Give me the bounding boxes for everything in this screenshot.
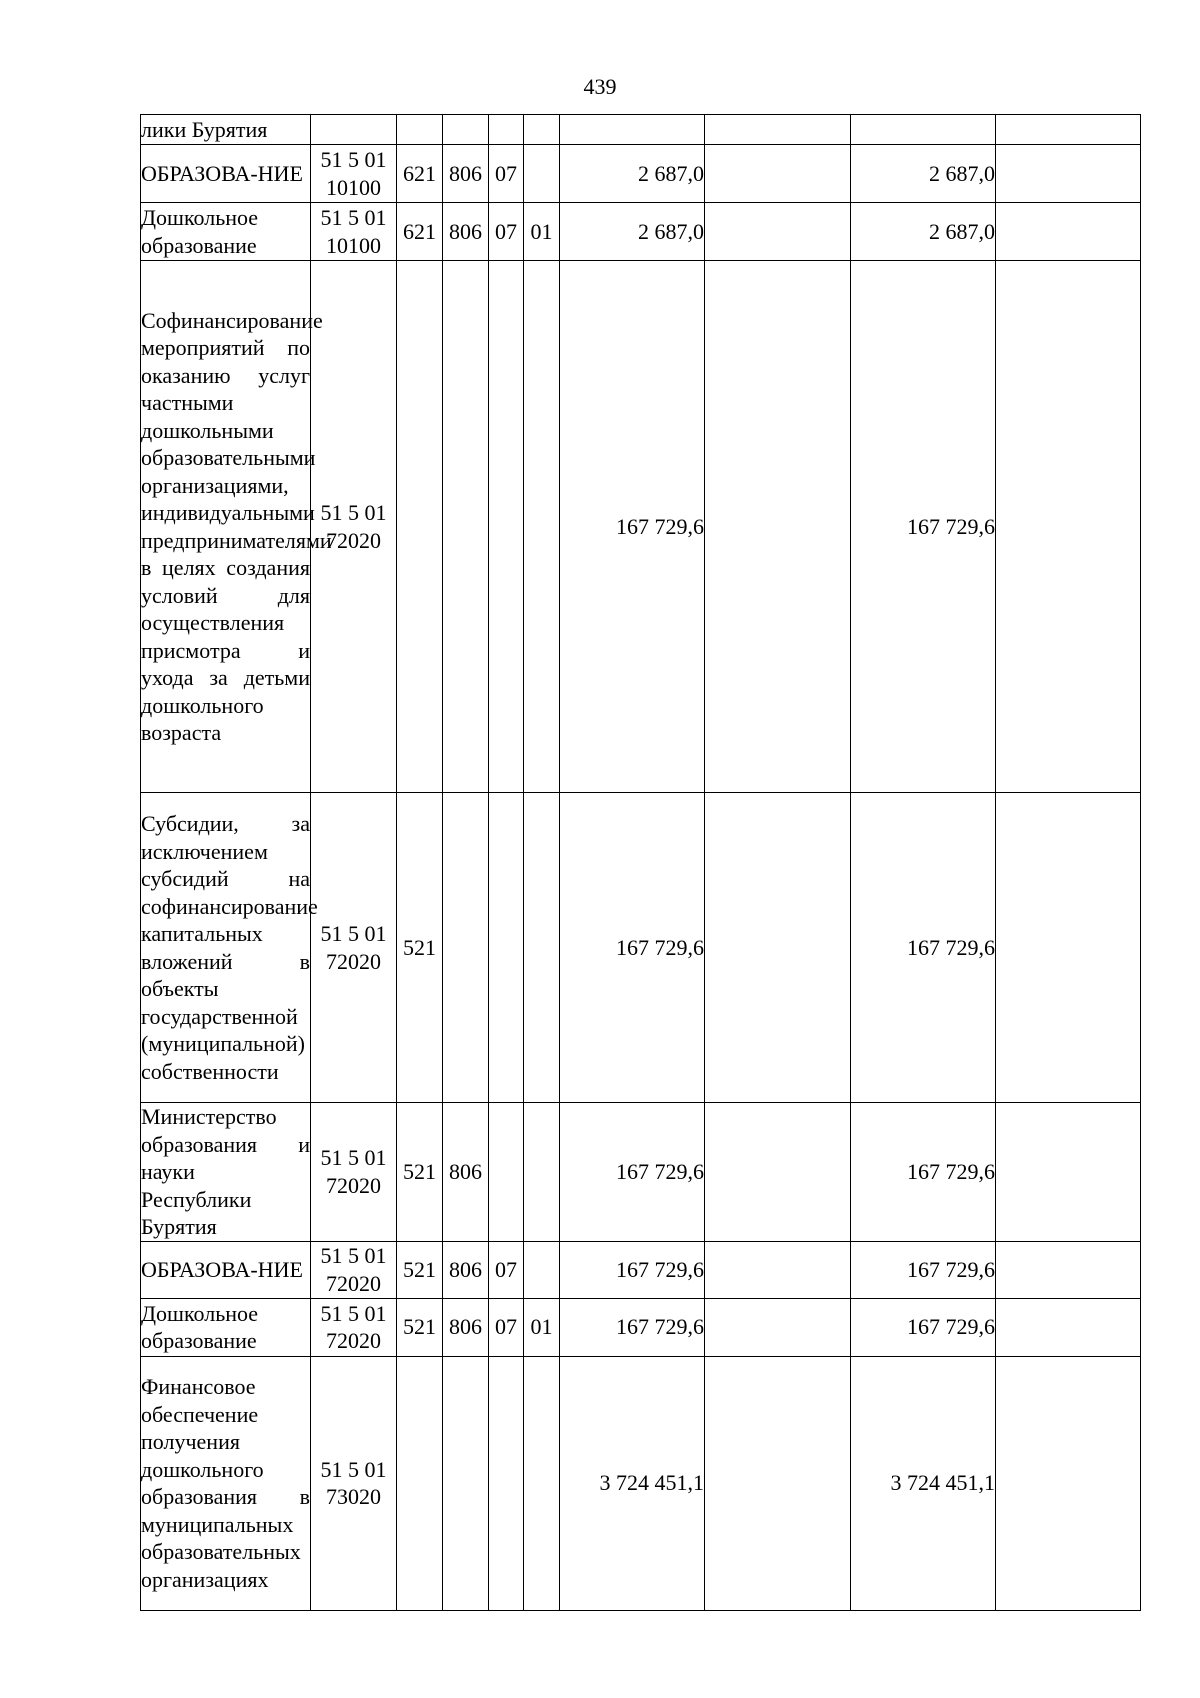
grbs-code — [443, 261, 489, 793]
amount-cell: 2 687,0 — [851, 203, 996, 261]
subsection-code — [524, 1103, 560, 1242]
row-name: Дошкольное образование — [141, 203, 311, 261]
row-name: ОБРАЗОВА-НИЕ — [141, 145, 311, 203]
expense-type-code — [397, 261, 443, 793]
amount-cell — [705, 1103, 851, 1242]
row-name: Субсидии, за исключением субсидий на софинансирование капитальных вложений в объекты государственной (муниципальной) собственности — [141, 793, 311, 1103]
amount-cell — [705, 1241, 851, 1298]
row-name: Дошкольное образование — [141, 1298, 311, 1356]
section-code — [489, 1356, 524, 1610]
section-code — [489, 793, 524, 1103]
subsection-code — [524, 261, 560, 793]
table-row — [141, 793, 1141, 1103]
table-row — [141, 145, 1141, 203]
grbs-code: 806 — [443, 203, 489, 261]
row-name: Финансовое обеспечение получения дошкольного образования в муниципальных образовательных организациях — [141, 1356, 311, 1610]
row-name: ОБРАЗОВА-НИЕ — [141, 1241, 311, 1298]
table-row — [141, 203, 1141, 261]
section-code — [489, 115, 524, 145]
grbs-code: 806 — [443, 1103, 489, 1242]
table-row — [141, 1241, 1141, 1298]
amount-cell: 3 724 451,1 — [851, 1356, 996, 1610]
row-name: Софинансирование мероприятий по оказанию услуг частными дошкольными образовательными организациями, индивидуальными предпринимателями в целях создания условий для осуществления присмотра и ухода за детьми дошкольного возраста — [141, 261, 311, 793]
section-code — [489, 261, 524, 793]
section-code: 07 — [489, 145, 524, 203]
table-row — [141, 115, 1141, 145]
amount-cell — [996, 145, 1141, 203]
amount-cell: 3 724 451,1 — [560, 1356, 705, 1610]
subsection-code — [524, 1356, 560, 1610]
expense-type-code: 521 — [397, 1103, 443, 1242]
target-article-code: 51 5 01 72020 — [311, 793, 397, 1103]
target-article-code: 51 5 01 72020 — [311, 261, 397, 793]
amount-cell: 167 729,6 — [851, 1103, 996, 1242]
amount-cell — [705, 203, 851, 261]
expense-type-code: 521 — [397, 793, 443, 1103]
amount-cell — [705, 115, 851, 145]
subsection-code — [524, 145, 560, 203]
table-row — [141, 1356, 1141, 1610]
budget-table — [140, 114, 1141, 1611]
subsection-code: 01 — [524, 203, 560, 261]
amount-cell — [996, 1241, 1141, 1298]
page-number: 439 — [583, 74, 617, 99]
subsection-code: 01 — [524, 1298, 560, 1356]
section-code: 07 — [489, 1241, 524, 1298]
target-article-code — [311, 115, 397, 145]
amount-cell: 167 729,6 — [851, 1298, 996, 1356]
expense-type-code — [397, 1356, 443, 1610]
amount-cell — [705, 793, 851, 1103]
amount-cell — [996, 1103, 1141, 1242]
amount-cell — [996, 1356, 1141, 1610]
amount-cell: 167 729,6 — [851, 1241, 996, 1298]
expense-type-code: 621 — [397, 145, 443, 203]
amount-cell: 167 729,6 — [851, 793, 996, 1103]
target-article-code: 51 5 01 10100 — [311, 203, 397, 261]
section-code: 07 — [489, 203, 524, 261]
section-code: 07 — [489, 1298, 524, 1356]
expense-type-code — [397, 115, 443, 145]
amount-cell — [705, 145, 851, 203]
amount-cell: 167 729,6 — [560, 793, 705, 1103]
grbs-code — [443, 1356, 489, 1610]
target-article-code: 51 5 01 72020 — [311, 1298, 397, 1356]
amount-cell: 2 687,0 — [560, 203, 705, 261]
amount-cell — [705, 1298, 851, 1356]
grbs-code — [443, 115, 489, 145]
target-article-code: 51 5 01 10100 — [311, 145, 397, 203]
subsection-code — [524, 1241, 560, 1298]
amount-cell: 2 687,0 — [560, 145, 705, 203]
target-article-code: 51 5 01 73020 — [311, 1356, 397, 1610]
amount-cell: 167 729,6 — [560, 261, 705, 793]
section-code — [489, 1103, 524, 1242]
amount-cell: 167 729,6 — [560, 1103, 705, 1242]
amount-cell — [996, 261, 1141, 793]
amount-cell — [996, 203, 1141, 261]
expense-type-code: 521 — [397, 1241, 443, 1298]
amount-cell — [705, 1356, 851, 1610]
amount-cell — [705, 261, 851, 793]
row-name: лики Бурятия — [141, 115, 311, 145]
amount-cell — [996, 793, 1141, 1103]
row-name: Министерство образования и науки Республики Бурятия — [141, 1104, 310, 1239]
target-article-code: 51 5 01 72020 — [311, 1241, 397, 1298]
grbs-code: 806 — [443, 1241, 489, 1298]
expense-type-code: 521 — [397, 1298, 443, 1356]
amount-cell — [851, 115, 996, 145]
amount-cell: 2 687,0 — [851, 145, 996, 203]
grbs-code: 806 — [443, 1298, 489, 1356]
amount-cell — [996, 115, 1141, 145]
amount-cell — [560, 115, 705, 145]
subsection-code — [524, 793, 560, 1103]
amount-cell: 167 729,6 — [560, 1241, 705, 1298]
amount-cell: 167 729,6 — [851, 261, 996, 793]
grbs-code — [443, 793, 489, 1103]
table-row — [141, 261, 1141, 793]
amount-cell — [996, 1298, 1141, 1356]
grbs-code: 806 — [443, 145, 489, 203]
amount-cell: 167 729,6 — [560, 1298, 705, 1356]
table-row — [141, 1103, 1141, 1242]
subsection-code — [524, 115, 560, 145]
target-article-code: 51 5 01 72020 — [311, 1103, 397, 1242]
table-row — [141, 1298, 1141, 1356]
expense-type-code: 621 — [397, 203, 443, 261]
